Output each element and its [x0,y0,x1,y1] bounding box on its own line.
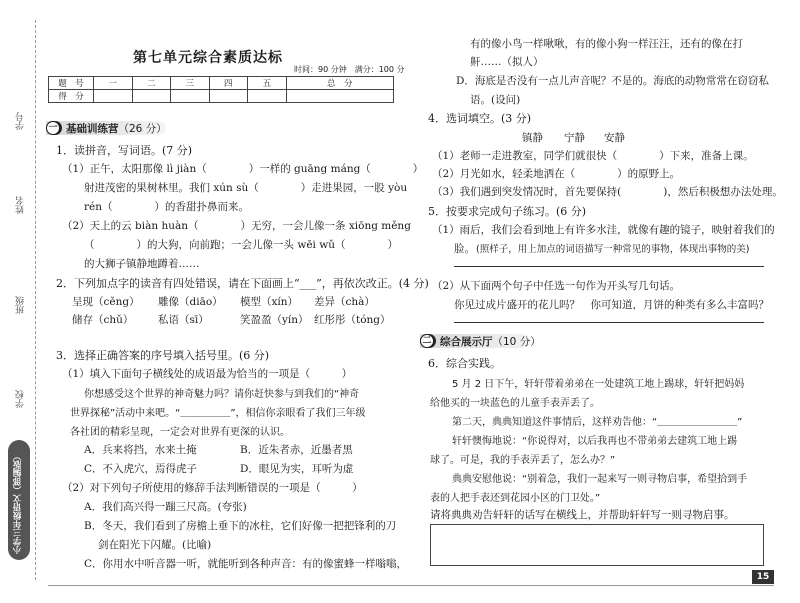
q1-line: 射进茂密的果树林里。我们 xún sù（ ）走进果园，一股 yòu [84,182,408,194]
q5-answer-line[interactable] [454,322,764,323]
q2-item: 笑盈盈（yín） [240,314,309,326]
q5-line: （2）从下面两个句子中任选一句作为开头写几句话。 [432,280,681,292]
q4-word: 安静 [604,132,625,144]
margin-label-class: 班级 [16,296,26,314]
q5-heading: 5．按要求完成句子练习。(6 分) [428,205,587,218]
q3-heading: 3．选择正确答案的序号填入括号里。(6 分) [56,349,270,362]
q6-instruction: 请将典典劝告轩轩的话写在横线上，并帮助轩轩写一则寻物启事。 [430,509,735,521]
q3-part2: （2）对下列句子所使用的修辞手法判断错误的一项是（ ） [62,482,363,494]
q6-passage: 给他买的一块蓝色的儿童手表弄丢了。 [430,398,600,409]
score-input-cell[interactable] [286,90,393,103]
q2-item: 红彤彤（tóng） [314,314,391,326]
q3-option: C．不入虎穴，焉得虎子 [84,463,198,475]
margin-label-school: 学校 [16,390,26,408]
score-cell: 一 [94,77,133,90]
q4-word: 宁静 [564,132,585,144]
score-cell: 四 [209,77,248,90]
q3-option: A．兵来将挡，水来土掩 [84,444,197,456]
q1-line: （2）天上的云 biàn huàn（ ）无穷，一会儿像一条 xiōng měng [62,220,411,232]
score-input-cell[interactable] [171,90,210,103]
q5-line: 你见过成片盛开的花儿吗？ 你可知道，月饼的种类有多么丰富吗？ [454,299,769,311]
q6-passage: 第二天，典典知道这件事情后，这样劝告他：“＿＿＿＿＿＿＿＿” [452,417,743,428]
q1-line: rén（ ）的香甜扑鼻而来。 [84,201,249,213]
score-cell: 二 [132,77,171,90]
q3-option: 语。(设问) [470,94,521,106]
q1-heading: 1．读拼音，写词语。(7 分) [56,144,193,157]
score-cell: 三 [171,77,210,90]
q6-passage: 典典安慰他说：“别着急，我们一起来写一则寻物启事，希望拾到手 [452,474,748,485]
q6-passage: 表的人把手表还到花园小区的门卫处。” [430,493,601,504]
cut-line [35,20,36,580]
q3-option: C．你用水中听音器一听，就能听到各种声音：有的像蜜蜂一样嗡嗡， [84,558,408,570]
score-input-cell[interactable] [209,90,248,103]
score-cell: 总 分 [286,77,393,90]
score-table-score-row [49,90,394,103]
q6-passage: 轩轩懊悔地说：“你说得对，以后我再也不带弟弟去建筑工地上踢 [452,436,738,447]
q4-line: （2）月光如水，轻柔地洒在（ ）的原野上。 [432,168,681,180]
score-cell: 得 分 [49,90,94,103]
score-table [48,76,394,103]
q6-heading: 6．综合实践。 [428,357,501,370]
section1-number-badge: 一 [46,121,62,135]
score-input-cell[interactable] [132,90,171,103]
score-input-cell[interactable] [94,90,133,103]
q2-item: 差异（chà） [314,296,375,308]
score-cell: 题 号 [49,77,94,90]
q2-item: 私语（sī） [158,314,209,326]
q2-item: 储存（chǔ） [72,314,134,326]
page-title: 第七单元综合素质达标 [133,50,283,66]
q3-option: D．海底是否没有一点儿声音呢？不是的。海底的动物常常在窃窃私 [456,75,769,87]
q5-instruction: (照样子，用上加点的词语描写一种常见的事物，体现出事物的美) [476,244,750,255]
q4-heading: 4．选词填空。(3 分) [428,112,532,125]
margin-label-name: 姓名 [16,196,26,214]
q2-item: 雕像（diāo） [158,296,223,308]
q5-line: 脸。 [454,243,475,255]
score-input-cell[interactable] [248,90,287,103]
q3-passage: 各社团的精彩呈现，一定会对世界有更深的认识。 [70,427,290,438]
q1-line: （1）正午，太阳那像 lì jiàn（ ）一样的 guāng máng（ ） [62,163,424,175]
binding-margin [0,0,34,603]
q3-option: 鼾……（拟人） [470,56,544,68]
q5-answer-line[interactable] [454,266,764,267]
section1-heading: 基础训练营（26 分） [66,123,167,135]
q3-part1: （1）填入下面句子横线处的成语最为恰当的一项是（ ） [62,368,353,380]
page-number: 15 [752,570,774,584]
q2-item: 模型（xín） [240,296,299,308]
q2-heading: 2．下列加点字的读音有四处错误，请在下面画上“___”，再依次改正。(4 分) [56,277,429,290]
q1-line: （ ）的大狗，向前跑；一会儿像一头 wēi wǔ（ ） [84,239,398,251]
q3-option: B．冬天，我们看到了房檐上垂下的冰柱，它们好像一把把锋利的刀 [84,520,397,532]
q3-passage: 你想感受这个世界的神奇魅力吗？请你赶快参与到我们的“神奇 [84,389,360,400]
q1-line: 的大狮子镇静地蹲着…… [84,258,200,270]
q3-option: D．眼见为实，耳听为虚 [240,463,354,475]
score-table-header-row [49,77,394,90]
q6-answer-box[interactable] [430,524,764,566]
q6-passage: 5 月 2 日下午，轩轩带着弟弟在一处建筑工地上踢球，轩轩把妈妈 [452,379,745,390]
q5-line: （1）雨后，我们会看到地上有许多水洼，就像有趣的镜子，映射着我们的 [432,224,775,236]
q4-word: 镇静 [522,132,543,144]
score-cell: 五 [248,77,287,90]
q3-option: B．近朱者赤，近墨者黑 [240,444,353,456]
q4-line: （1）老师一走进教室，同学们就很快（ ）下来，准备上课。 [432,150,754,162]
section2-number-badge: 二 [420,334,436,348]
margin-label-student-id: 学号 [16,112,26,130]
q3-option: 有的像小鸟一样啾啾，有的像小狗一样汪汪，还有的像在打 [470,38,743,50]
q2-item: 呈现（cěng） [72,296,140,308]
q3-option: A．我们高兴得一蹦三尺高。(夸张) [84,501,247,513]
q3-option: 剑在阳光下闪耀。(比喻) [98,539,212,551]
brand-text: 小学三年级语文（部编版） [13,452,23,554]
exam-meta: 时间：90 分钟 满分：100 分 [294,65,405,74]
section2-heading: 综合展示厅（10 分） [440,336,541,348]
q4-line: （3）我们遇到突发情况时，首先要保持( )，然后积极想办法处理。 [432,186,783,198]
footer-rule [48,585,774,586]
q6-passage: 球了。可是，我的手表弄丢了，怎么办？” [430,455,616,466]
q3-passage: 世界探秘”活动中来吧。“＿＿＿＿＿”，相信你亲眼看了我们三年级 [70,408,366,419]
